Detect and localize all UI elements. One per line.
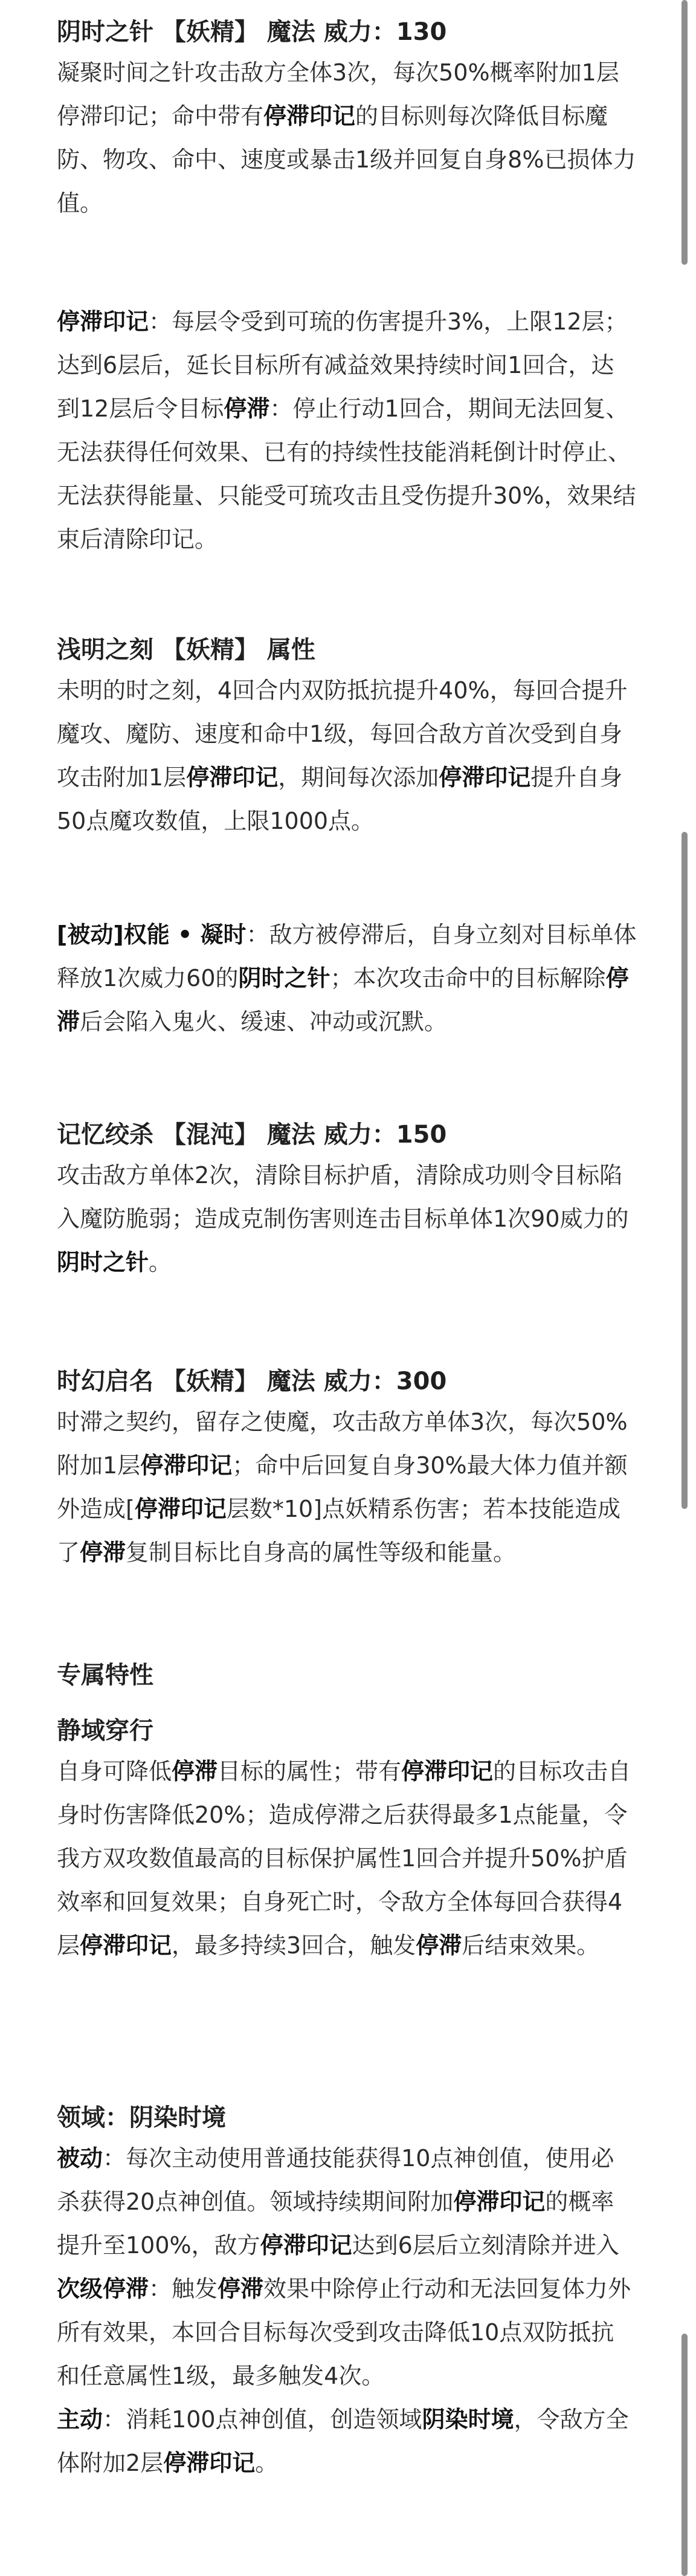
- domain-yinran-shijing: [57, 2099, 637, 2485]
- description-text: 。: [149, 1249, 172, 1276]
- description-paragraph: [57, 1400, 637, 1574]
- section-title: 领域：阴染时境: [57, 2104, 226, 2132]
- keyword-text: 阴时之针: [57, 1249, 149, 1276]
- description-text: ；本次攻击命中的目标解除: [330, 965, 606, 991]
- description-text: ：每层令受到可琉的伤害提升3%，上限12层；达到6层后，延长目标所有减益效果持续时间1回合，达到12层后令目标: [57, 308, 628, 422]
- description-text: ：触发: [149, 2276, 218, 2302]
- status-tingzhi-yinji: [57, 300, 637, 561]
- description-paragraph: [57, 1750, 637, 1967]
- description-text: ：停止行动1回合，期间无法回复、无法获得任何效果、已有的持续性技能消耗倒计时停止、无法获得能量、只能受可琉攻击且受伤提升30%，效果结束后清除印记。: [57, 395, 636, 553]
- skill-shihuan-qiming: [57, 1363, 637, 1574]
- keyword-text: 停滞印记: [439, 764, 531, 791]
- keyword-text: 阴染时境: [422, 2406, 514, 2433]
- keyword-text: [被动]权能 • 凝时: [57, 921, 246, 948]
- description-text: 自身可降低: [57, 1758, 172, 1785]
- description-text: ：消耗100点神创值，创造领域: [103, 2406, 422, 2433]
- description-paragraph: [57, 1153, 637, 1284]
- scrollbar-thumb[interactable]: [682, 832, 688, 1509]
- description-text: 效果中除停止行动和无法回复体力外所有效果，本回合目标每次受到攻击降低10点双防抵抗和任意属性1级，最多触发4次。: [57, 2276, 631, 2389]
- keyword-text: 停滞印记: [453, 2188, 546, 2215]
- description-text: ：每次主动使用普通技能获得10点神创值，使用必杀获得20点神创值。领域持续期间附加: [57, 2145, 614, 2215]
- passive-quanneng-ningshi: [57, 913, 637, 1043]
- description-text: ：敌方被停滞后，自身立刻对目标单体释放1次威力60的: [57, 921, 637, 991]
- keyword-text: 主动: [57, 2406, 103, 2433]
- skill-jiyi-jiaosha: [57, 1116, 637, 1284]
- description-paragraph: [57, 300, 637, 561]
- section-title: 静域穿行: [57, 1717, 153, 1745]
- exclusive-traits-heading: [57, 1656, 637, 1694]
- keyword-text: 停滞: [218, 2276, 264, 2302]
- description-text: ，最多持续3回合，触发: [172, 1932, 416, 1959]
- description-text: 的概率提升至100%，敌方: [57, 2188, 614, 2259]
- description-text: 未明的时之刻，4回合内双防抵抗提升40%，每回合提升魔攻、魔防、速度和命中1级，每回合敌方首次受到自身攻击附加1层: [57, 677, 628, 791]
- keyword-text: 被动: [57, 2145, 103, 2172]
- trait-jingyu-chuanxing: [57, 1712, 637, 1967]
- description-text: 目标的属性；带有: [218, 1758, 402, 1785]
- keyword-text: 停滞印记: [163, 2450, 256, 2476]
- section-title: 浅明之刻 【妖精】 属性: [57, 636, 315, 664]
- section-title: 专属特性: [57, 1661, 153, 1689]
- keyword-text: 次级停滞: [57, 2276, 149, 2302]
- description-text: 时滞之契约，留存之使魔，攻击敌方单体3次，每次50%附加1层: [57, 1409, 628, 1479]
- section-title: 阴时之针 【妖精】 魔法 威力：130: [57, 18, 447, 46]
- description-paragraph: [57, 2398, 637, 2485]
- description-text: 后结束效果。: [462, 1932, 600, 1959]
- skill-yinshi-zhizhen: [57, 13, 637, 225]
- keyword-text: 停滞: [416, 1932, 462, 1959]
- description-paragraph: [57, 669, 637, 843]
- keyword-text: 停滞印记: [57, 308, 149, 335]
- description-text: 复制目标比自身高的属性等级和能量。: [126, 1539, 517, 1566]
- description-text: ；命中后回复自身30%最大体力值并额外造成[: [57, 1452, 628, 1522]
- description-text: 后会陷入鬼火、缓速、冲动或沉默。: [80, 1008, 448, 1035]
- description-text: 层数*10]点妖精系伤害；若本技能造成了: [57, 1496, 621, 1566]
- description-text: 。: [255, 2450, 279, 2476]
- keyword-text: 停滞: [224, 395, 270, 422]
- keyword-text: 停滞印记: [263, 103, 356, 129]
- section-title: 记忆绞杀 【混沌】 魔法 威力：150: [57, 1121, 447, 1149]
- keyword-text: 阴时之针: [238, 965, 330, 991]
- scrollbar-thumb[interactable]: [682, 0, 688, 265]
- description-paragraph: [57, 2136, 637, 2398]
- keyword-text: 停滞: [172, 1758, 218, 1785]
- description-text: ，期间每次添加: [278, 764, 439, 791]
- section-title: 时幻启名 【妖精】 魔法 威力：300: [57, 1367, 447, 1395]
- description-paragraph: [57, 913, 637, 1043]
- keyword-text: 停滞: [57, 965, 629, 1035]
- keyword-text: 停滞印记: [134, 1496, 227, 1522]
- skill-qianming-zhike: [57, 631, 637, 843]
- keyword-text: 停滞印记: [401, 1758, 494, 1785]
- keyword-text: 停滞印记: [140, 1452, 233, 1479]
- description-text: 提升自身50点魔攻数值，上限1000点。: [57, 764, 623, 834]
- keyword-text: 停滞: [80, 1539, 126, 1566]
- description-text: 凝聚时间之针攻击敌方全体3次，每次50%概率附加1层停滞印记；命中带有: [57, 59, 619, 129]
- description-text: ，令敌方全体附加2层: [57, 2406, 629, 2476]
- description-text: 攻击敌方单体2次，清除目标护盾，清除成功则令目标陷入魔防脆弱；造成克制伤害则连击目标单体1次90威力的: [57, 1162, 629, 1232]
- description-text: 的目标则每次降低目标魔防、物攻、命中、速度或暴击1级并回复自身8%已损体力值。: [57, 103, 636, 216]
- description-text: 的目标攻击自身时伤害降低20%；造成停滞之后获得最多1点能量，令我方双攻数值最高的目标保护属性1回合并提升50%护盾效率和回复效果；自身死亡时，令敌方全体每回合获得4层: [57, 1758, 631, 1959]
- description-paragraph: [57, 51, 637, 225]
- keyword-text: 停滞印记: [186, 764, 279, 791]
- keyword-text: 停滞印记: [80, 1932, 172, 1959]
- keyword-text: 停滞印记: [260, 2232, 352, 2259]
- description-text: 达到6层后立刻清除并进入: [352, 2232, 619, 2259]
- scrollbar-thumb[interactable]: [682, 2334, 688, 2576]
